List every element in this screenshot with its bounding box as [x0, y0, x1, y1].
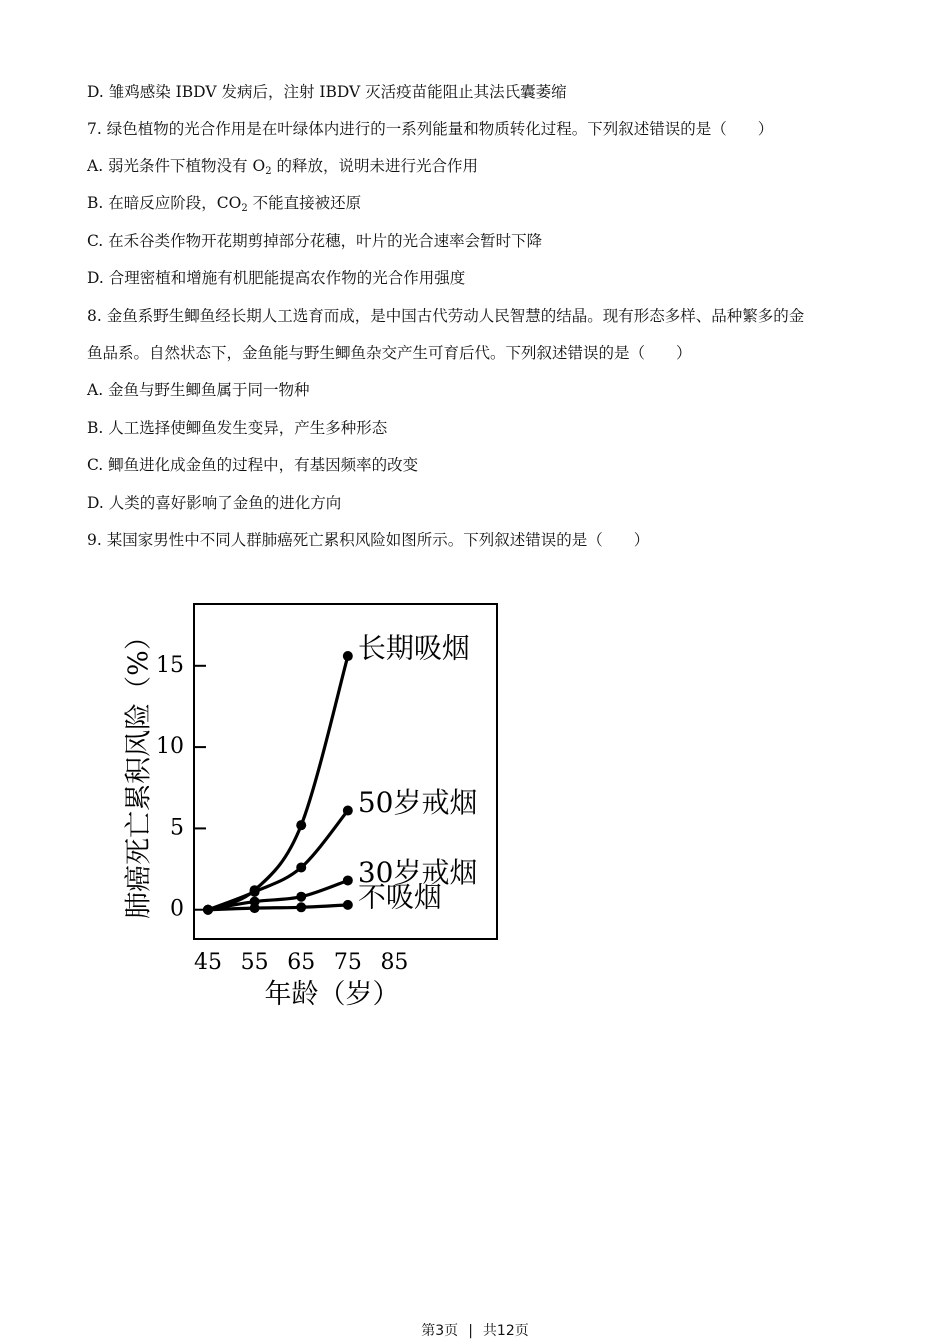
option-8c: C. 鲫鱼进化成金鱼的过程中，有基因频率的改变 — [87, 456, 419, 474]
y-tick-label: 15 — [156, 652, 184, 678]
data-point — [296, 902, 306, 912]
x-tick-label: 85 — [380, 950, 409, 975]
data-point — [343, 651, 353, 661]
option-8b: B. 人工选择使鲫鱼发生变异，产生多种形态 — [87, 419, 388, 437]
option-7d: D. 合理密植和增施有机肥能提高农作物的光合作用强度 — [87, 269, 466, 287]
question-9-stem: 9. 某国家男性中不同人群肺癌死亡累积风险如图所示。下列叙述错误的是（ ） — [87, 531, 650, 549]
option-7a-text-tail: 的释放，说明未进行光合作用 — [271, 157, 478, 175]
y-axis-label: 肺癌死亡累积风险（%） — [123, 623, 155, 919]
x-tick-label: 65 — [287, 950, 316, 975]
series-label: 不吸烟 — [357, 880, 442, 914]
series-label: 长期吸烟 — [357, 631, 470, 665]
data-point — [343, 806, 353, 816]
question-7-stem: 7. 绿色植物的光合作用是在叶绿体内进行的一系列能量和物质转化过程。下列叙述错误的是（ ） — [87, 120, 774, 138]
lung-cancer-risk-chart — [100, 585, 520, 1015]
page-total: 共12页 — [482, 1323, 529, 1339]
question-8-stem-line-1: 8. 金鱼系野生鲫鱼经长期人工选育而成，是中国古代劳动人民智慧的结晶。现有形态多样、品种繁多的金 — [87, 307, 805, 325]
option-7c: C. 在禾谷类作物开花期剪掉部分花穗，叶片的光合速率会暂时下降 — [87, 232, 543, 250]
x-tick-label: 45 — [193, 950, 222, 975]
option-7b-text-tail: 不能直接被还原 — [247, 194, 362, 212]
data-point — [250, 903, 260, 913]
footer-separator: | — [468, 1323, 473, 1339]
y-tick-label: 10 — [156, 734, 184, 760]
data-point — [250, 887, 260, 897]
page-number: 第3页 — [421, 1323, 459, 1339]
option-7a-subscript: 2 — [265, 166, 272, 177]
y-tick-label: 0 — [170, 896, 184, 922]
page-footer — [0, 1322, 950, 1340]
question-8-stem-line-2: 鱼品系。自然状态下，金鱼能与野生鲫鱼杂交产生可育后代。下列叙述错误的是（ ） — [87, 344, 692, 362]
y-tick-label: 5 — [170, 815, 184, 841]
series-line-1 — [208, 811, 348, 910]
x-axis-label: 年龄（岁） — [264, 979, 400, 1010]
data-point — [296, 892, 306, 902]
x-tick-label: 55 — [240, 950, 269, 975]
option-8a: A. 金鱼与野生鲫鱼属于同一物种 — [87, 381, 310, 399]
option-7a-text: A. 弱光条件下植物没有 O — [87, 157, 266, 175]
option-7b-text: B. 在暗反应阶段，CO — [87, 194, 242, 212]
option-7d-prev-question: D. 雏鸡感染 IBDV 发病后，注射 IBDV 灭活疫苗能阻止其法氏囊萎缩 — [87, 83, 567, 101]
x-tick-label: 75 — [333, 950, 362, 975]
series-line-0 — [208, 656, 348, 910]
data-point — [296, 862, 306, 872]
option-7a — [87, 156, 478, 176]
data-point — [343, 900, 353, 910]
option-8d: D. 人类的喜好影响了金鱼的进化方向 — [87, 494, 342, 512]
data-point — [203, 905, 213, 915]
option-7b — [87, 193, 361, 213]
series-label: 50岁戒烟 — [357, 786, 478, 820]
option-7b-subscript: 2 — [241, 203, 248, 214]
data-point — [343, 875, 353, 885]
series-label: 30岁戒烟 — [357, 855, 478, 889]
data-point — [296, 820, 306, 830]
